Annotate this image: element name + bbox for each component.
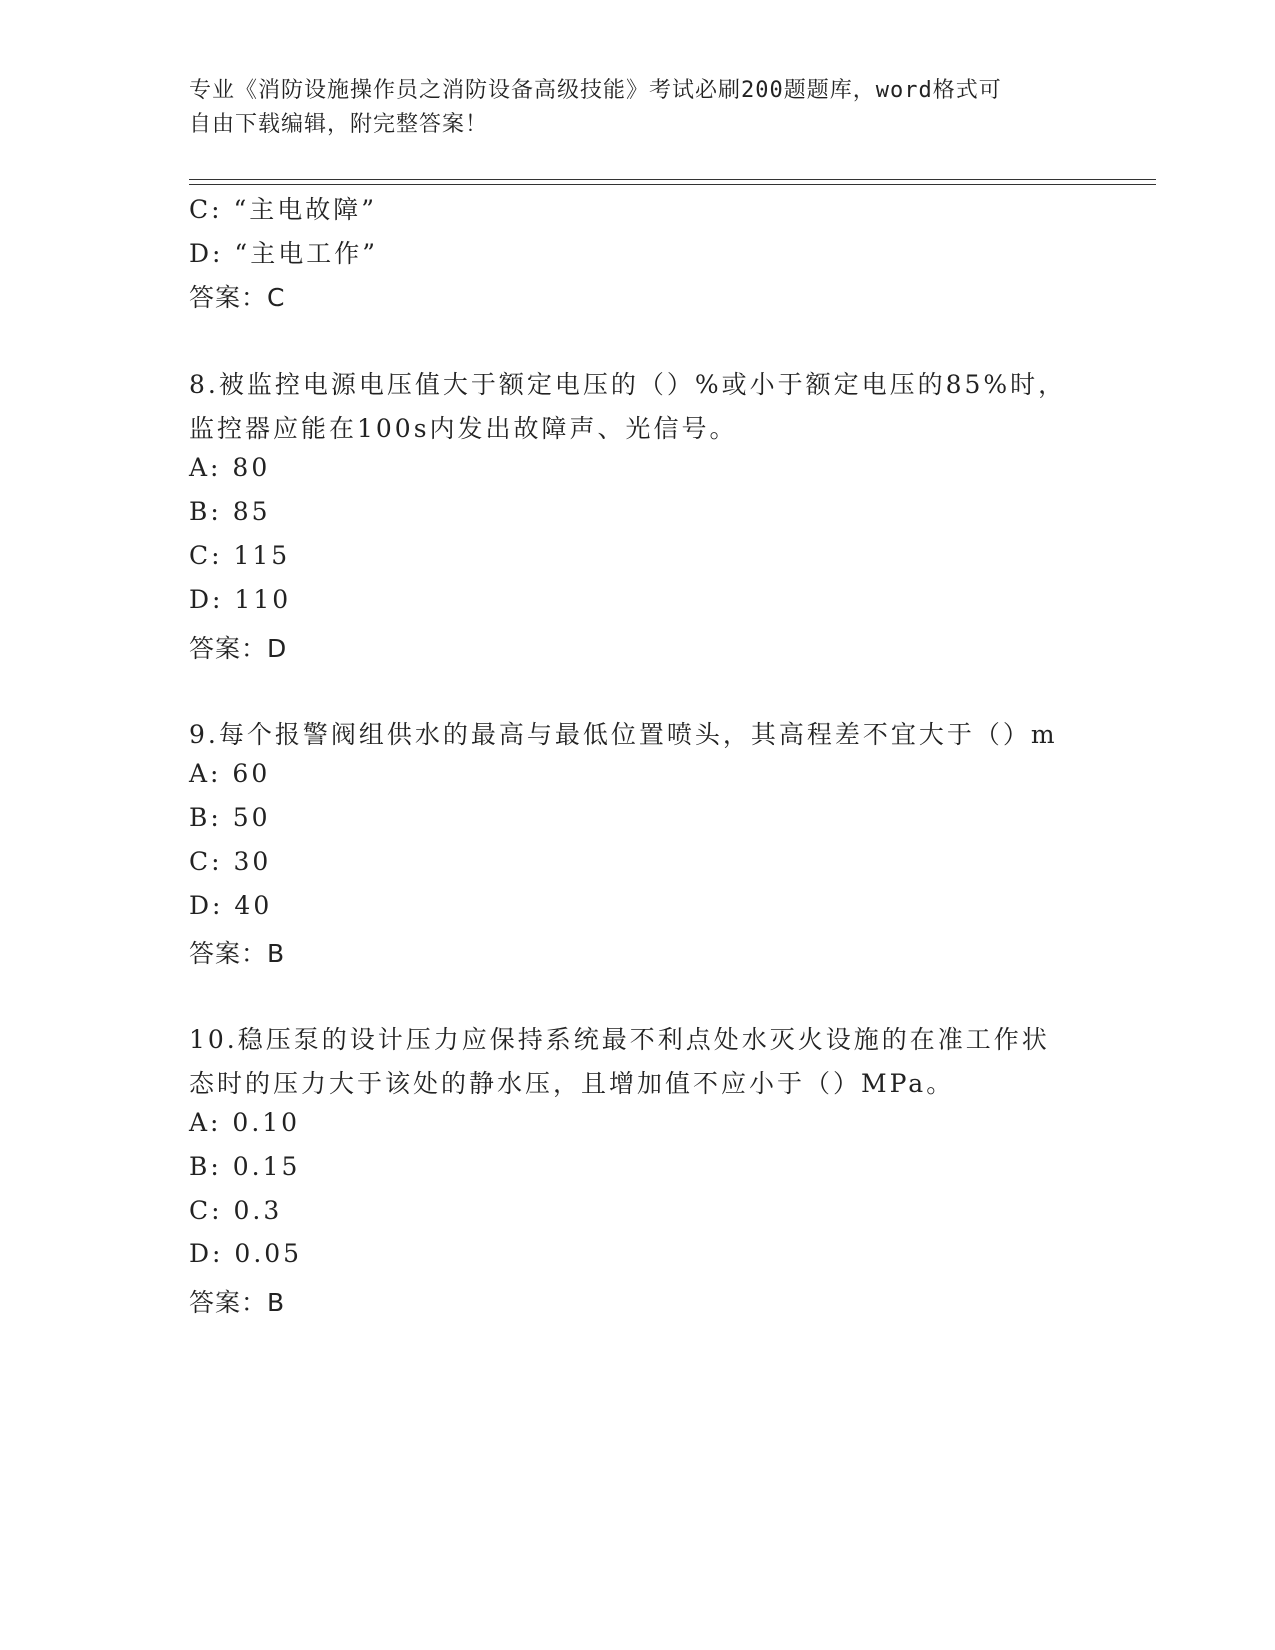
- question-10-option-a: A: 0.10: [189, 1108, 301, 1137]
- prev-option-d: D: “主电工作”: [189, 239, 378, 268]
- question-9-option-c: C: 30: [189, 847, 272, 876]
- question-9-option-d: D: 40: [189, 891, 273, 920]
- question-8-option-a: A: 80: [189, 453, 271, 482]
- question-8-text-line-2: 监控器应能在100s内发出故障声、光信号。: [189, 414, 738, 443]
- question-8-text-line-1: 8.被监控电源电压值大于额定电压的（）%或小于额定电压的85%时，: [189, 370, 1067, 399]
- question-10-option-c: C: 0.3: [189, 1196, 283, 1225]
- question-8-option-c: C: 115: [189, 541, 291, 570]
- question-9-option-a: A: 60: [189, 759, 271, 788]
- question-10-text-line-2: 态时的压力大于该处的静水压，且增加值不应小于（）MPa。: [189, 1069, 955, 1098]
- question-9-text-line-1: 9.每个报警阀组供水的最高与最低位置喷头，其高程差不宜大于（）m: [189, 720, 1058, 749]
- header-line-1: 专业《消防设施操作员之消防设备高级技能》考试必刷200题题库，word格式可: [189, 78, 1002, 103]
- header-divider-bottom: [189, 184, 1156, 185]
- prev-option-c: C: “主电故障”: [189, 195, 378, 224]
- question-8-answer: 答案：D: [189, 634, 288, 663]
- question-8-option-d: D: 110: [189, 585, 292, 614]
- question-9-option-b: B: 50: [189, 803, 271, 832]
- document-header: [189, 74, 1089, 142]
- question-9-answer: 答案：B: [189, 939, 286, 968]
- question-10-text-line-1: 10.稳压泵的设计压力应保持系统最不利点处水灭火设施的在准工作状: [189, 1025, 1050, 1054]
- question-10-answer: 答案：B: [189, 1288, 286, 1317]
- header-divider-top: [189, 179, 1156, 180]
- question-8-option-b: B: 85: [189, 497, 271, 526]
- prev-answer: 答案：C: [189, 283, 286, 312]
- question-10-option-b: B: 0.15: [189, 1152, 301, 1181]
- header-line-2: 自由下载编辑，附完整答案！: [189, 112, 489, 137]
- question-10-option-d: D: 0.05: [189, 1239, 303, 1268]
